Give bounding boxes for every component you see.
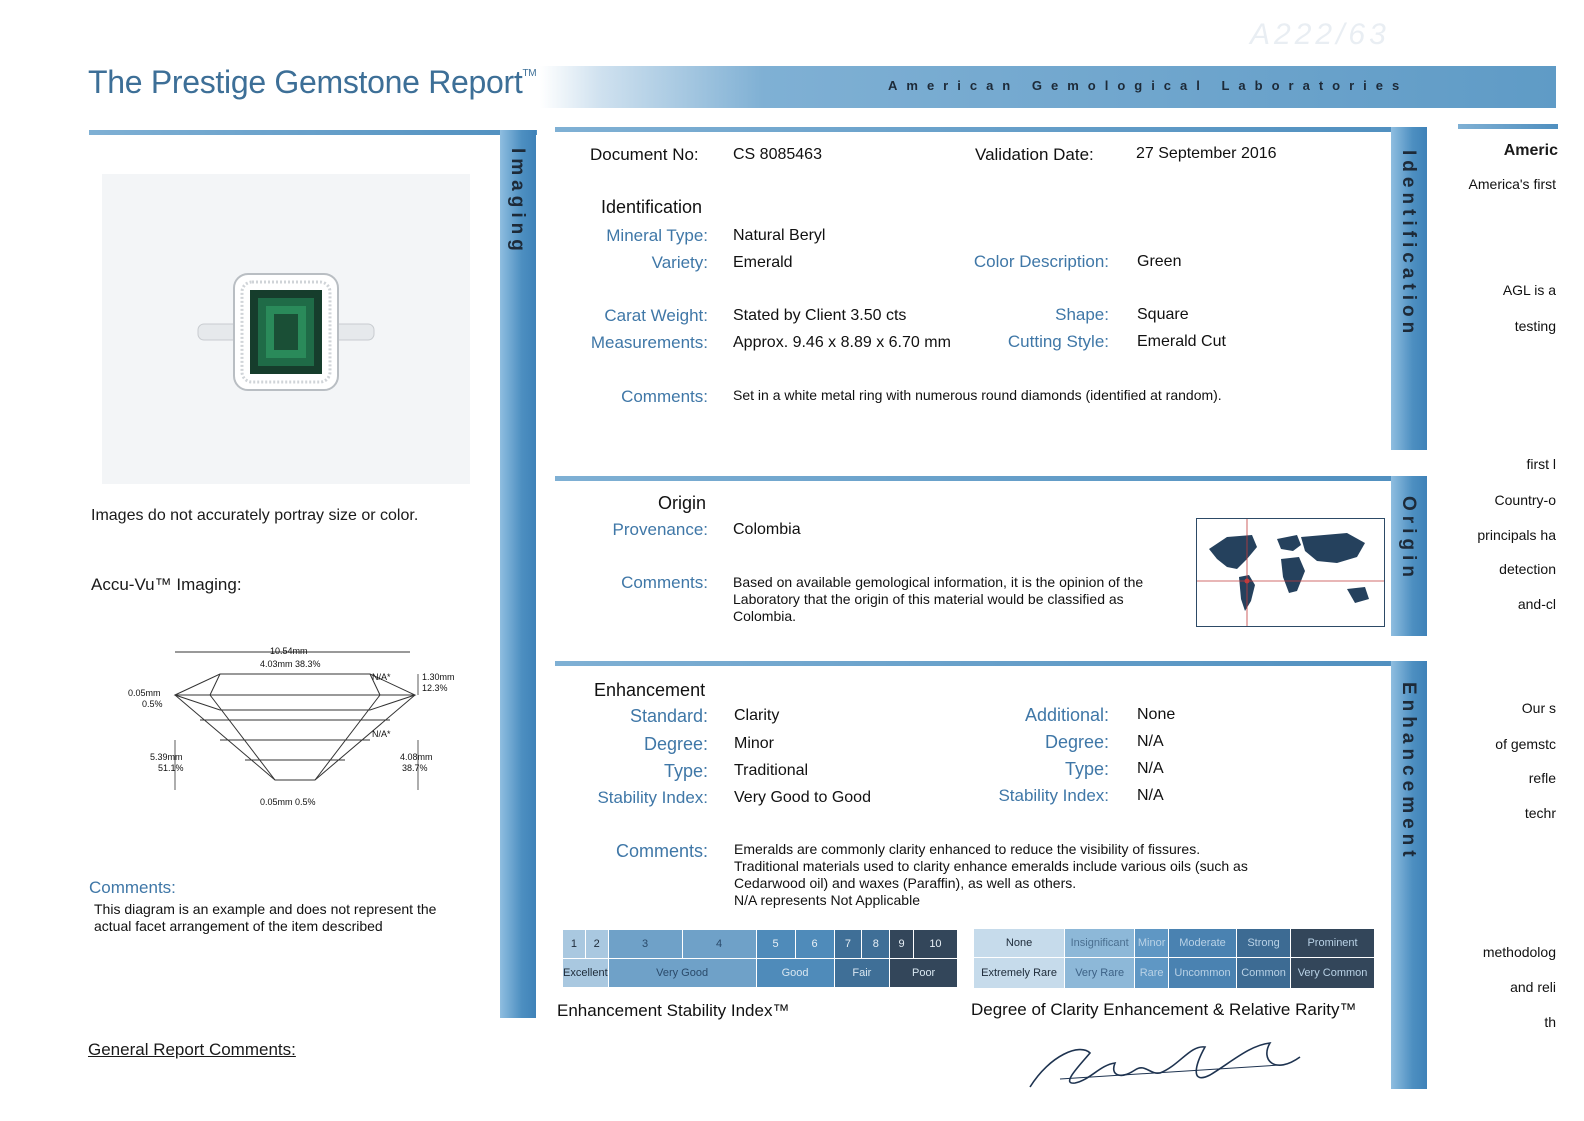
shape: Square (1137, 306, 1189, 323)
enhancement-top-rule (555, 661, 1425, 666)
right-line: Our s (1521, 700, 1556, 716)
type-label: Type: (663, 761, 708, 781)
standard: Clarity (734, 707, 780, 724)
lab-name: American Gemological Laboratories (888, 78, 1409, 93)
variety: Emerald (733, 254, 793, 271)
right-line: techr (1524, 805, 1556, 821)
mineral-type-label: Mineral Type: (606, 226, 708, 245)
dim-culet: 0.05mm 0.5% (260, 797, 316, 807)
right-line: AGL is a (1502, 282, 1556, 298)
enhancement-comments-label: Comments: (615, 841, 708, 861)
degree: Minor (734, 735, 775, 752)
stability-num: 2 (585, 930, 608, 959)
right-column-heading: Americ (1503, 142, 1558, 159)
stability-num: 1 (563, 930, 586, 959)
right-line: of gemstc (1495, 736, 1556, 752)
stability-num: 3 (608, 930, 682, 959)
additional-label: Additional: (1024, 705, 1109, 725)
right-line: and-cl (1517, 596, 1556, 612)
provenance-label: Provenance: (612, 520, 708, 539)
clarity-degree: Prominent (1291, 929, 1375, 958)
origin-top-rule (555, 476, 1425, 481)
clarity-rarity: Extremely Rare (974, 958, 1065, 989)
enhancement-comment-line: Cedarwood oil) and waxes (Paraffin), as well as others. (734, 875, 1077, 891)
shape-label: Shape: (1055, 305, 1109, 324)
variety-label: Variety: (651, 253, 708, 272)
imaging-comments-label: Comments: (89, 878, 176, 897)
clarity-degree: Strong (1236, 929, 1290, 958)
identification-top-rule (555, 127, 1425, 132)
signature (1020, 1035, 1310, 1095)
origin-side-label: Origin (1398, 496, 1419, 582)
cutting: Emerald Cut (1137, 333, 1226, 350)
color-desc-label: Color Description: (973, 252, 1109, 271)
facet-diagram (120, 640, 470, 820)
right-line: and reli (1510, 979, 1556, 995)
type: Traditional (734, 762, 809, 779)
dim-pavilion: 4.08mm (400, 752, 433, 762)
degree-label: Degree: (643, 734, 708, 754)
stability-label: Stability Index: (597, 788, 708, 807)
stability: Very Good to Good (734, 789, 871, 806)
degree2-label: Degree: (1044, 732, 1109, 752)
stability-grade: Poor (890, 959, 958, 988)
type2-label: Type: (1064, 759, 1109, 779)
imaging-top-rule (89, 130, 537, 135)
imaging-comments-text: This diagram is an example and does not represent the actual facet arrangement of the item described (94, 901, 437, 934)
clarity-degree: None (974, 929, 1065, 958)
right-line: methodolog (1482, 944, 1556, 960)
imaging-side-bar (500, 130, 536, 1018)
stability-num: 8 (862, 930, 890, 959)
right-line: principals ha (1477, 527, 1556, 543)
stability2: N/A (1137, 787, 1164, 804)
clarity-scale-caption: Degree of Clarity Enhancement & Relative Rarity™ (971, 1000, 1357, 1019)
world-map (1196, 518, 1385, 627)
right-line: Country-o (1494, 492, 1556, 508)
identification-comments: Set in a white metal ring with numerous round diamonds (identified at random). (733, 387, 1222, 403)
origin-comments: Based on available gemological information, it is the opinion of the Laboratory that the origin of this material would be classified as Colombia. (733, 574, 1144, 624)
measurements: Approx. 9.46 x 8.89 x 6.70 mm (733, 334, 951, 351)
stability-grade: Excellent (563, 959, 609, 988)
dim-girdle: 0.05mm (128, 688, 161, 698)
general-comments-label: General Report Comments: (88, 1040, 296, 1059)
accu-vu-label: Accu-Vu™ Imaging: (91, 575, 242, 594)
right-line: America's first (1468, 176, 1556, 192)
clarity-degree: Moderate (1169, 929, 1237, 958)
right-line: testing (1514, 318, 1556, 334)
right-line: refle (1528, 770, 1556, 786)
clarity-degree: Minor (1135, 929, 1169, 958)
validation-label: Validation Date: (975, 145, 1094, 164)
clarity-rarity: Very Rare (1065, 958, 1135, 989)
dim-pavilion-pct: 38.7% (402, 763, 428, 773)
dim-depth: 5.39mm (150, 752, 183, 762)
stability-num: 7 (834, 930, 862, 959)
dim-crown: 1.30mm (422, 672, 455, 682)
enhancement-comment-line: N/A represents Not Applicable (734, 892, 920, 908)
carat: Stated by Client 3.50 cts (733, 307, 907, 324)
clarity-degree: Insignificant (1065, 929, 1135, 958)
dim-crown-pct: 12.3% (422, 683, 448, 693)
stability-scale (562, 929, 958, 988)
stability2-label: Stability Index: (998, 786, 1109, 805)
enhancement-comment-line: Emeralds are commonly clarity enhanced to reduce the visibility of fissures. (734, 841, 1201, 857)
right-line: detection (1499, 561, 1556, 577)
enhancement-comments (734, 841, 1334, 909)
clarity-rarity: Uncommon (1169, 958, 1237, 989)
image-disclaimer: Images do not accurately portray size or color. (91, 507, 419, 524)
origin-comments-label: Comments: (621, 573, 708, 592)
enhancement-side-label: Enhancement (1398, 682, 1419, 862)
imaging-side-label: Imaging (507, 148, 528, 256)
standard-label: Standard: (629, 706, 708, 726)
mineral-type: Natural Beryl (733, 227, 826, 244)
clarity-scale (973, 928, 1375, 989)
stability-num: 9 (890, 930, 914, 959)
dim-na-mid: N/A* (372, 729, 391, 739)
report-title: The Prestige Gemstone Report™ (88, 64, 537, 100)
carat-label: Carat Weight: (604, 306, 708, 325)
doc-no-label: Document No: (590, 145, 699, 164)
origin-title: Origin (658, 493, 707, 513)
measurements-label: Measurements: (590, 333, 708, 352)
stability-num: 10 (913, 930, 957, 959)
enhancement-title: Enhancement (594, 680, 706, 700)
additional: None (1137, 706, 1176, 723)
dim-width: 10.54mm (270, 646, 308, 656)
validation-date: 27 September 2016 (1136, 145, 1277, 162)
enhancement-comment-line: Traditional materials used to clarity enhance emeralds include various oils (such as (734, 858, 1248, 874)
clarity-rarity: Very Common (1291, 958, 1375, 989)
handwritten-note: A222/63 (1250, 18, 1390, 51)
dim-na-top: N/A* (372, 672, 391, 682)
clarity-rarity: Rare (1135, 958, 1169, 989)
identification-title: Identification (601, 197, 703, 217)
type2: N/A (1137, 760, 1164, 777)
stability-grade: Fair (834, 959, 890, 988)
provenance: Colombia (733, 521, 801, 538)
dim-table: 4.03mm 38.3% (260, 659, 321, 669)
right-line: first l (1526, 456, 1556, 472)
stability-scale-caption: Enhancement Stability Index™ (557, 1001, 790, 1020)
degree2: N/A (1137, 733, 1164, 750)
stability-grade: Very Good (608, 959, 756, 988)
ring-photo (102, 174, 470, 484)
doc-no: CS 8085463 (733, 146, 822, 163)
stability-num: 5 (756, 930, 795, 959)
color-desc: Green (1137, 253, 1182, 270)
clarity-rarity: Common (1236, 958, 1290, 989)
stability-num: 6 (795, 930, 834, 959)
dim-girdle-pct: 0.5% (142, 699, 163, 709)
right-column-rule (1458, 124, 1558, 129)
dim-depth-pct: 51.1% (158, 763, 184, 773)
stability-num: 4 (682, 930, 756, 959)
right-line: th (1544, 1014, 1556, 1030)
identification-comments-label: Comments: (621, 387, 708, 406)
cutting-label: Cutting Style: (1007, 332, 1109, 351)
stability-grade: Good (756, 959, 834, 988)
identification-side-label: Identification (1398, 150, 1419, 339)
